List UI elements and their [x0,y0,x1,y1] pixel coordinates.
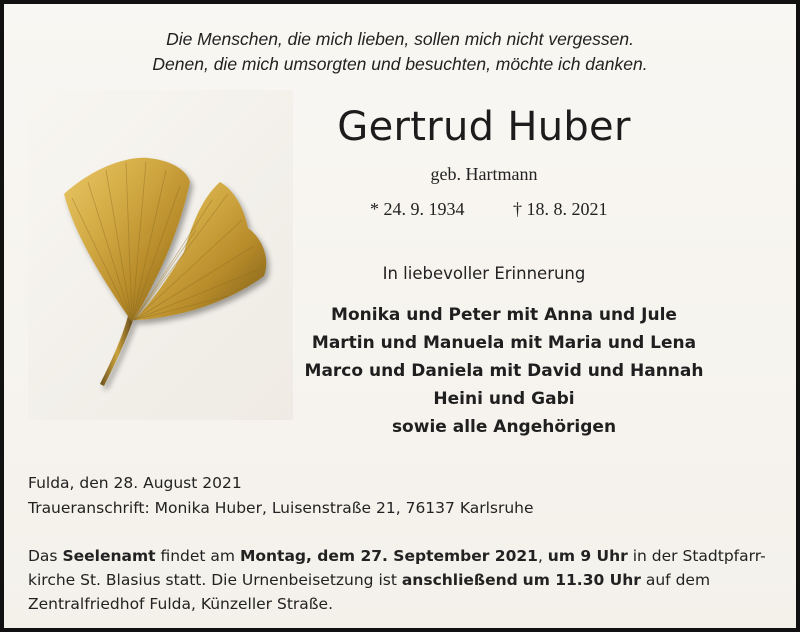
service-info [28,544,788,616]
mourner-line: sowie alle Angehörigen [391,417,617,437]
service-line-2: kirche St. Blasius statt. Die Urnenbeisetzung ist anschließend um 11.30 Uhr auf dem [28,571,711,589]
death-date: † 18. 8. 2021 [513,199,608,219]
quote-line-1: Die Menschen, die mich lieben, sollen mich nicht vergessen. [166,29,634,49]
service-line-3: Zentralfriedhof Fulda, Künzeller Straße. [28,595,333,613]
deceased-name: Gertrud Huber [337,104,631,150]
memory-line: In liebevoller Erinnerung [382,264,586,283]
memorial-quote [4,27,796,77]
service-line-1: Das Seelenamt findet am Montag, dem 27. September 2021, um 9 Uhr in der Stadtpfarr- [28,547,766,565]
mourning-address: Traueranschrift: Monika Huber, Luisenstraße 21, 76137 Karlsruhe [28,499,534,517]
birth-name: geb. Hartmann [430,164,538,184]
quote-line-2: Denen, die mich umsorgten und besuchten, möchte ich danken. [152,54,648,74]
ginkgo-leaf-image [28,90,293,420]
ginkgo-leaf-icon [28,90,293,420]
mourners-list [264,301,744,441]
mourner-line: Martin und Manuela mit Maria und Lena [311,333,697,353]
place-date: Fulda, den 28. August 2021 [28,474,242,492]
mourner-line: Heini und Gabi [433,389,575,409]
birth-date: * 24. 9. 1934 [370,199,465,219]
mourner-line: Marco und Daniela mit David und Hannah [304,361,704,381]
mourner-line: Monika und Peter mit Anna und Jule [331,305,677,325]
